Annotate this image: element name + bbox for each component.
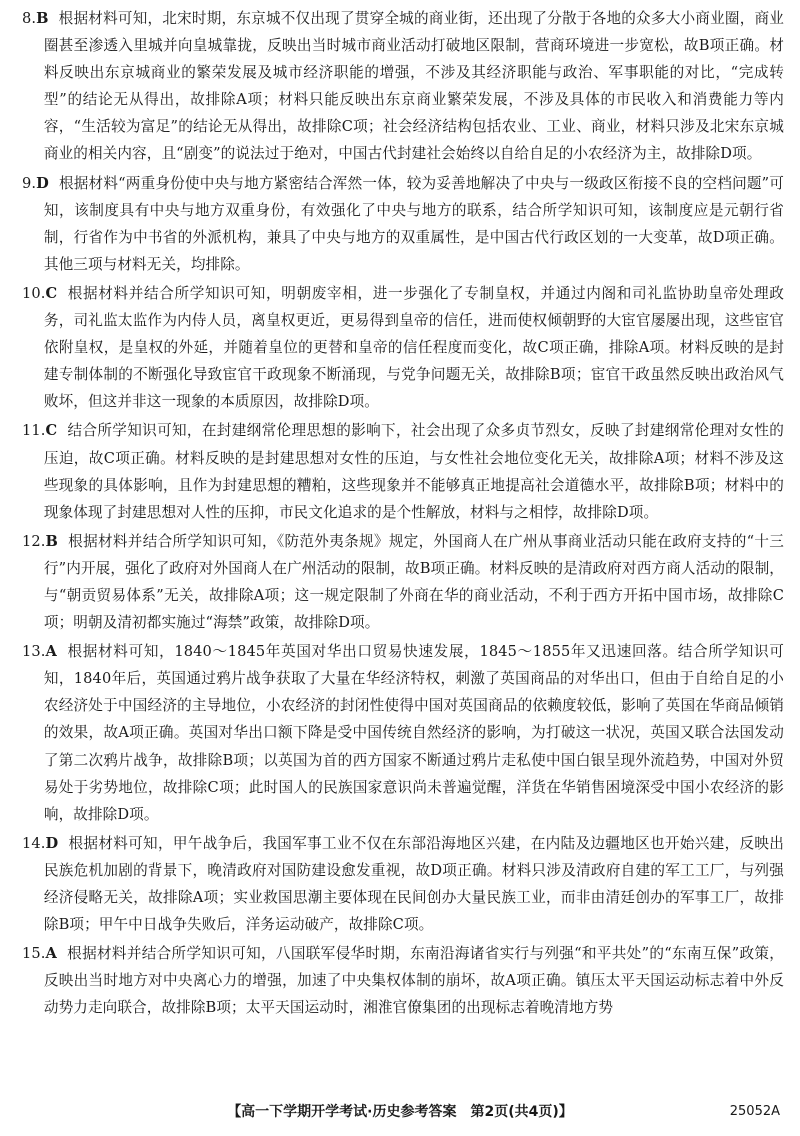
question-number: 11. (22, 422, 46, 440)
answer-letter: D (36, 174, 49, 192)
answer-item-9 (22, 170, 784, 278)
explanation-text: 结合所学知识可知，在封建纲常伦理思想的影响下，社会出现了众多贞节烈女，反映了封建纲常伦理对女性的压迫，故C项正确。材料反映的是封建思想对女性的压迫，与女性社会地位变化无关，故排除A项；材料不涉及这些现象的具体影响，且作为封建思想的糟粕，这些现象并不能够真正地提高社会道德水平，故排除B项；材料中的现象体现了封建思想对人性的压抑，市民文化追求的是个性解放，材料与之相悖，故排除D项。 (43, 422, 784, 521)
answer-letter: D (45, 834, 59, 852)
answer-letter: A (45, 643, 57, 661)
page-footer (0, 1097, 800, 1127)
explanation-text: 根据材料可知，北宋时期，东京城不仅出现了贯穿全城的商业街，还出现了分散于各地的众多大小商业圈，商业圈甚至渗透入里城并向皇城靠拢，反映出当时城市商业活动打破地区限制，营商环境进一步宽松，故B项正确。材料反映出东京城商业的繁荣发展及城市经济职能的增强，不涉及其经济职能与政治、军事职能的对比，“完成转型”的结论无从得出，故排除A项；材料只能反映出东京商业繁荣发展，不涉及具体的市民收入和消费能力等内容，“生活较为富足”的结论无从得出，故排除C项；社会经济结构包括农业、工业、商业，材料只涉及北宋东京城商业的相关内容，且“剧变”的说法过于绝对，中国古代封建社会始终以自给自足的小农经济为主，故排除D项。 (43, 10, 784, 163)
explanation-text: 根据材料“两重身份使中央与地方紧密结合浑然一体，较为妥善地解决了中央与一级政区衔接不良的空档问题”可知，该制度具有中央与地方双重身份，有效强化了中央与地方的联系，结合所学知识可知，该制度应是元朝行省制，行省作为中书省的外派机构，兼具了中央与地方的双重属性，是中国古代行政区划的一大变革，故D项正确。其他三项与材料无关，均排除。 (43, 174, 784, 273)
answer-item-15 (22, 940, 784, 1021)
answer-letter: B (36, 10, 49, 27)
answer-letter: C (45, 422, 58, 440)
explanation-text: 根据材料并结合所学知识可知，八国联军侵华时期，东南沿海诸省实行与列强“和平共处”的“东南互保”政策，反映出当时地方对中央离心力的增强，加速了中央集权体制的崩坏，故A项正确。镇压太平天国运动标志着中外反动势力走向联合，故排除B项；太平天国运动时，湘淮官僚集团的出现标志着晚清地方势 (43, 945, 784, 1017)
answer-letter: B (45, 532, 58, 550)
question-number: 8. (22, 10, 37, 27)
explanation-text: 根据材料并结合所学知识可知，《防范外夷条规》规定，外国商人在广州从事商业活动只能在政府支持的“十三行”内开展，强化了政府对外国商人在广州活动的限制，故B项正确。材料反映的是清政府对西方商人活动的限制，与“朝贡贸易体系”无关，故排除A项；这一规定限制了外商在华的商业活动，不利于西方开拓中国市场，故排除C项；明朝及清初都实施过“海禁”政策，故排除D项。 (43, 532, 784, 632)
answer-item-13 (22, 638, 784, 828)
answer-item-11 (22, 417, 784, 525)
question-number: 12. (22, 532, 46, 550)
footer-code: 25052A (729, 1104, 780, 1119)
question-number: 13. (22, 643, 46, 661)
answer-letter: C (45, 284, 58, 302)
question-number: 10. (22, 284, 46, 302)
answer-letter: A (45, 945, 57, 963)
answer-item-10 (22, 280, 784, 415)
answer-item-12 (22, 528, 784, 636)
answer-item-8 (22, 5, 784, 168)
explanation-text: 根据材料可知，1840～1845年英国对华出口贸易快速发展，1845～1855年又迅速回落。结合所学知识可知，1840年后，英国通过鸦片战争获取了大量在华经济特权，刺激了英国商品的对华出口，但由于自给自足的小农经济处于中国经济的主导地位，小农经济的封闭性使得中国对英国商品的依赖度较低，影响了英国在华商品倾销的效果，故A项正确。英国对华出口额下降是受中国传统自然经济的影响，为打破这一状况，英国又联合法国发动了第二次鸦片战争，故排除B项；以英国为首的西方国家不断通过鸦片走私使中国白银呈现外流趋势，中国对外贸易处于劣势地位，故排除C项；此时国人的民族国家意识尚未普遍觉醒，洋货在华销售困境深受中国小农经济的影响，故排除D项。 (43, 643, 784, 823)
footer-title: 【高一下学期开学考试·历史参考答案 第2页(共4页)】 (227, 1104, 573, 1120)
answer-item-14 (22, 830, 784, 938)
explanation-text: 根据材料可知，甲午战争后，我国军事工业不仅在东部沿海地区兴建，在内陆及边疆地区也开始兴建，反映出民族危机加剧的背景下，晚清政府对国防建设愈发重视，故D项正确。材料只涉及清政府自建的军工工厂，与列强经济侵略无关，故排除A项；实业救国思潮主要体现在民间创办大量民族工业，而非由清廷创办的军事工厂，故排除B项；甲午中日战争失败后，洋务运动破产，故排除C项。 (43, 834, 784, 934)
question-number: 14. (22, 834, 46, 852)
question-number: 9. (22, 174, 37, 192)
answer-explanations (22, 5, 784, 1023)
explanation-text: 根据材料并结合所学知识可知，明朝废宰相，进一步强化了专制皇权，并通过内阁和司礼监协助皇帝处理政务，司礼监太监作为内侍人员，离皇权更近，更易得到皇帝的信任，进而使权倾朝野的大宦官屡屡出现，这些宦官依附皇权，是皇权的外延，并随着皇位的更替和皇帝的信任程度而变化，故C项正确，排除A项。材料反映的是封建专制体制的不断强化导致宦官干政现象不断涌现，与党争问题无关，故排除B项；宦官干政虽然反映出政治风气败坏，但这并非这一现象的本质原因，故排除D项。 (43, 284, 784, 411)
question-number: 15. (22, 945, 46, 963)
